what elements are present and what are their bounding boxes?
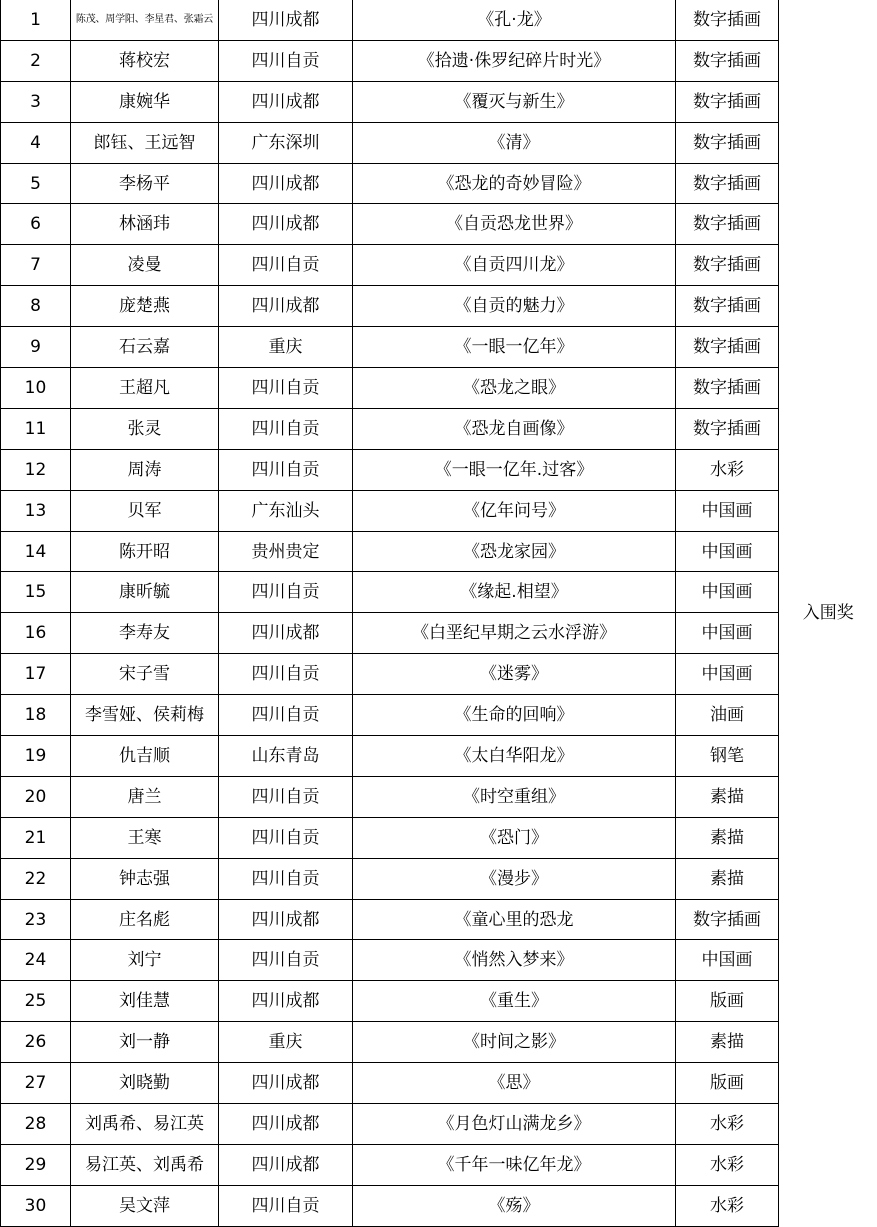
author-location: 四川成都 (219, 204, 353, 245)
table-row (1, 531, 877, 572)
row-number: 9 (1, 327, 71, 368)
author-names: 刘宁 (71, 940, 219, 981)
author-location: 四川成都 (219, 1104, 353, 1145)
author-location: 四川自贡 (219, 1185, 353, 1226)
work-category: 中国画 (676, 613, 779, 654)
author-names: 易江英、刘禹希 (71, 1144, 219, 1185)
row-number: 19 (1, 736, 71, 777)
work-category: 水彩 (676, 1185, 779, 1226)
work-category: 数字插画 (676, 40, 779, 81)
author-location: 四川自贡 (219, 817, 353, 858)
author-names: 李雪娅、侯莉梅 (71, 695, 219, 736)
work-title: 《孔·龙》 (353, 0, 676, 40)
author-names: 康昕毓 (71, 572, 219, 613)
row-number: 22 (1, 858, 71, 899)
work-title: 《清》 (353, 122, 676, 163)
work-title: 《生命的回响》 (353, 695, 676, 736)
table-row (1, 899, 877, 940)
table-row (1, 1022, 877, 1063)
work-title: 《恐龙的奇妙冒险》 (353, 163, 676, 204)
author-location: 四川自贡 (219, 572, 353, 613)
work-title: 《悄然入梦来》 (353, 940, 676, 981)
work-title: 《亿年问号》 (353, 490, 676, 531)
table-row (1, 776, 877, 817)
work-category: 数字插画 (676, 286, 779, 327)
work-category: 数字插画 (676, 368, 779, 409)
author-location: 贵州贵定 (219, 531, 353, 572)
work-category: 水彩 (676, 1104, 779, 1145)
author-names: 钟志强 (71, 858, 219, 899)
author-location: 四川自贡 (219, 245, 353, 286)
author-location: 四川自贡 (219, 940, 353, 981)
author-names: 刘禹希、易江英 (71, 1104, 219, 1145)
table-row (1, 1185, 877, 1226)
author-names: 刘佳慧 (71, 981, 219, 1022)
table-row (1, 572, 877, 613)
work-category: 数字插画 (676, 163, 779, 204)
author-names: 陈茂、周学阳、李星君、张霜云 (71, 0, 219, 40)
table-row (1, 204, 877, 245)
author-location: 四川成都 (219, 286, 353, 327)
row-number: 16 (1, 613, 71, 654)
table-row (1, 736, 877, 777)
table-body (1, 0, 877, 1226)
work-category: 中国画 (676, 490, 779, 531)
table-row (1, 327, 877, 368)
work-category: 数字插画 (676, 81, 779, 122)
row-number: 27 (1, 1063, 71, 1104)
row-number: 6 (1, 204, 71, 245)
work-category: 中国画 (676, 654, 779, 695)
work-title: 《恐龙家园》 (353, 531, 676, 572)
author-location: 重庆 (219, 327, 353, 368)
work-title: 《自贡恐龙世界》 (353, 204, 676, 245)
author-location: 四川自贡 (219, 858, 353, 899)
row-number: 25 (1, 981, 71, 1022)
work-category: 数字插画 (676, 408, 779, 449)
table-row (1, 1144, 877, 1185)
author-names: 李寿友 (71, 613, 219, 654)
author-names: 凌曼 (71, 245, 219, 286)
work-category: 数字插画 (676, 899, 779, 940)
row-number: 21 (1, 817, 71, 858)
author-names: 刘一静 (71, 1022, 219, 1063)
author-location: 四川自贡 (219, 408, 353, 449)
table-row (1, 817, 877, 858)
author-location: 四川成都 (219, 981, 353, 1022)
table-row (1, 695, 877, 736)
author-names: 庄名彪 (71, 899, 219, 940)
row-number: 10 (1, 368, 71, 409)
row-number: 20 (1, 776, 71, 817)
work-title: 《恐龙自画像》 (353, 408, 676, 449)
row-number: 12 (1, 449, 71, 490)
work-category: 素描 (676, 776, 779, 817)
work-category: 油画 (676, 695, 779, 736)
author-location: 四川自贡 (219, 40, 353, 81)
row-number: 7 (1, 245, 71, 286)
row-number: 30 (1, 1185, 71, 1226)
award-level: 入围奖 (779, 0, 877, 1226)
row-number: 15 (1, 572, 71, 613)
table-row (1, 940, 877, 981)
work-category: 数字插画 (676, 122, 779, 163)
work-title: 《月色灯山满龙乡》 (353, 1104, 676, 1145)
work-category: 素描 (676, 817, 779, 858)
work-title: 《缘起.相望》 (353, 572, 676, 613)
work-category: 数字插画 (676, 327, 779, 368)
table-row (1, 490, 877, 531)
author-location: 四川自贡 (219, 695, 353, 736)
work-title: 《覆灭与新生》 (353, 81, 676, 122)
work-category: 数字插画 (676, 0, 779, 40)
author-names: 郎钰、王远智 (71, 122, 219, 163)
author-location: 四川自贡 (219, 449, 353, 490)
work-title: 《童心里的恐龙 (353, 899, 676, 940)
author-location: 四川成都 (219, 0, 353, 40)
work-title: 《殇》 (353, 1185, 676, 1226)
author-location: 四川成都 (219, 81, 353, 122)
row-number: 4 (1, 122, 71, 163)
row-number: 3 (1, 81, 71, 122)
work-title: 《千年一味亿年龙》 (353, 1144, 676, 1185)
work-title: 《一眼一亿年.过客》 (353, 449, 676, 490)
table-row (1, 858, 877, 899)
author-location: 四川自贡 (219, 368, 353, 409)
row-number: 2 (1, 40, 71, 81)
author-names: 康婉华 (71, 81, 219, 122)
table-row (1, 286, 877, 327)
table-row (1, 981, 877, 1022)
table-row (1, 245, 877, 286)
author-names: 周涛 (71, 449, 219, 490)
author-names: 张灵 (71, 408, 219, 449)
work-title: 《白垩纪早期之云水浮游》 (353, 613, 676, 654)
table-row (1, 122, 877, 163)
author-location: 四川成都 (219, 1144, 353, 1185)
author-names: 林涵玮 (71, 204, 219, 245)
work-category: 素描 (676, 858, 779, 899)
row-number: 26 (1, 1022, 71, 1063)
work-title: 《重生》 (353, 981, 676, 1022)
table-row (1, 1104, 877, 1145)
work-title: 《太白华阳龙》 (353, 736, 676, 777)
table-row (1, 408, 877, 449)
author-location: 广东汕头 (219, 490, 353, 531)
author-names: 石云嘉 (71, 327, 219, 368)
author-names: 庞楚燕 (71, 286, 219, 327)
table-row (1, 40, 877, 81)
work-category: 中国画 (676, 940, 779, 981)
author-names: 王寒 (71, 817, 219, 858)
work-category: 水彩 (676, 449, 779, 490)
row-number: 8 (1, 286, 71, 327)
row-number: 14 (1, 531, 71, 572)
table-row (1, 81, 877, 122)
table-row (1, 0, 877, 40)
author-location: 四川自贡 (219, 654, 353, 695)
work-category: 素描 (676, 1022, 779, 1063)
row-number: 18 (1, 695, 71, 736)
table-row (1, 449, 877, 490)
author-location: 四川成都 (219, 1063, 353, 1104)
table-row (1, 654, 877, 695)
author-names: 宋子雪 (71, 654, 219, 695)
table-row (1, 613, 877, 654)
row-number: 23 (1, 899, 71, 940)
row-number: 5 (1, 163, 71, 204)
work-category: 版画 (676, 1063, 779, 1104)
work-category: 版画 (676, 981, 779, 1022)
work-title: 《恐门》 (353, 817, 676, 858)
work-title: 《恐龙之眼》 (353, 368, 676, 409)
row-number: 1 (1, 0, 71, 40)
work-title: 《思》 (353, 1063, 676, 1104)
work-title: 《时间之影》 (353, 1022, 676, 1063)
work-title: 《迷雾》 (353, 654, 676, 695)
work-category: 数字插画 (676, 204, 779, 245)
author-names: 刘晓勤 (71, 1063, 219, 1104)
work-title: 《漫步》 (353, 858, 676, 899)
row-number: 17 (1, 654, 71, 695)
author-names: 陈开昭 (71, 531, 219, 572)
author-location: 四川成都 (219, 163, 353, 204)
work-category: 中国画 (676, 572, 779, 613)
author-location: 四川自贡 (219, 776, 353, 817)
author-names: 蒋校宏 (71, 40, 219, 81)
author-names: 李杨平 (71, 163, 219, 204)
row-number: 11 (1, 408, 71, 449)
work-title: 《一眼一亿年》 (353, 327, 676, 368)
work-category: 数字插画 (676, 245, 779, 286)
table-row (1, 368, 877, 409)
author-names: 贝军 (71, 490, 219, 531)
author-names: 仇吉顺 (71, 736, 219, 777)
row-number: 24 (1, 940, 71, 981)
work-category: 水彩 (676, 1144, 779, 1185)
work-category: 钢笔 (676, 736, 779, 777)
author-location: 广东深圳 (219, 122, 353, 163)
work-category: 中国画 (676, 531, 779, 572)
author-names: 唐兰 (71, 776, 219, 817)
row-number: 29 (1, 1144, 71, 1185)
author-names: 王超凡 (71, 368, 219, 409)
author-location: 四川成都 (219, 613, 353, 654)
work-title: 《拾遗·侏罗纪碎片时光》 (353, 40, 676, 81)
author-location: 重庆 (219, 1022, 353, 1063)
work-title: 《自贡的魅力》 (353, 286, 676, 327)
author-location: 四川成都 (219, 899, 353, 940)
work-title: 《自贡四川龙》 (353, 245, 676, 286)
row-number: 28 (1, 1104, 71, 1145)
table-row (1, 1063, 877, 1104)
table-row (1, 163, 877, 204)
work-title: 《时空重组》 (353, 776, 676, 817)
row-number: 13 (1, 490, 71, 531)
author-location: 山东青岛 (219, 736, 353, 777)
author-names: 吴文萍 (71, 1185, 219, 1226)
